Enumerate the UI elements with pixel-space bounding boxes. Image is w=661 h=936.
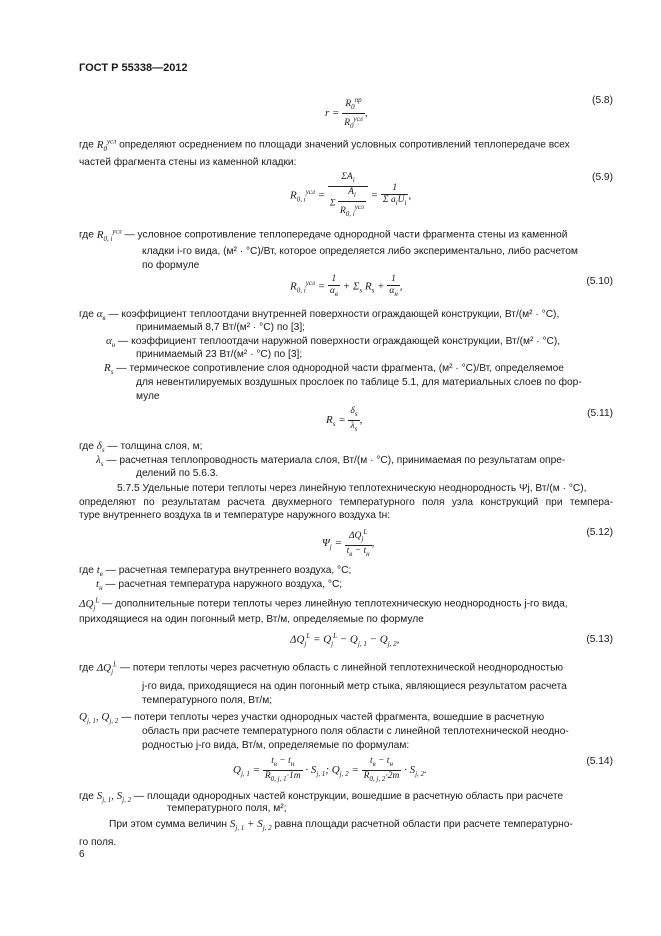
- eq-number-5-9: (5.9): [592, 172, 613, 183]
- section-5-7-5-line: 5.7.5 Удельные потери теплоты через линейную теплотехническую неоднородность Ψj, Вт/(м · °С),: [117, 483, 587, 494]
- lambda-cont: делений по 5.6.3.: [136, 468, 219, 479]
- section-5-7-5-line: туре внутреннего воздуха tв и температуре наружного воздуха tн:: [79, 510, 391, 522]
- paragraph-tn: $t_н$ — расчетная температура наружного воздуха, °С;: [96, 578, 343, 593]
- paragraph-sum: [79, 818, 613, 849]
- eq-number-5-11: (5.11): [587, 408, 613, 419]
- sum-line-end: го поля.: [79, 836, 117, 848]
- eq-number-5-8: (5.8): [592, 95, 613, 106]
- page-number: 6: [79, 849, 85, 860]
- paragraph-r0i: где $R_{0, i}^{усл}$ — условное сопротивление теплопередаче однородной части фрагмента стены из каменной: [79, 227, 568, 243]
- paragraph-qj12-cont: область при расчете температурного поля области с линейной теплотехнической неодно- родностью j-го вида, Вт/м, определяемые по формулам:: [142, 726, 569, 751]
- formula-5-12: $\Psi_j$ = $\frac{\Delta Q_j^L}{t_в - t_н}$ ,: [322, 528, 375, 558]
- formula-5-14: $Q_{j, 1}$ = $\frac{t_в - t_н}{R_{0, j, 1}\cdot 1m}$ · $S_{j, 1}$; $Q_{j, 2}$ = $\frac{t_в - t_н}{R_{0, j, 2}\cdot 2m}$ · $S_{j, 2}$.: [233, 756, 427, 783]
- paragraph-rs-cont: для невентилируемых воздушных прослоек по таблице 5.1, для материальных слоев по фор- муле: [136, 377, 582, 402]
- paragraph-qjl-cont: j-го вида, приходящиеся на один погонный метр стыка, являющиеся результатом расчета температурного поля, Вт/м;: [142, 681, 567, 706]
- paragraph-delta: где $\delta_s$ — толщина слоя, м;: [79, 440, 203, 455]
- paragraph-alpha-n: $\alpha_н$ — коэффициент теплоотдачи наружной поверхности ограждающей конструкции, Вт/(м² · °С),: [106, 335, 561, 350]
- formula-5-13: $\Delta Q_j^L = Q_j^L - Q_{j, 1} - Q_{j, 2}$,: [290, 632, 400, 648]
- formula-5-11: $R_s$ = $\frac{\delta_s}{\lambda_s}$ ,: [326, 406, 363, 433]
- formula-5-10: $R_{0, i}^{усл}$ = $\frac{1}{\alpha_в}$ + $\Sigma_s$ $R_s$ + $\frac{1}{\alpha_н}$ ,: [290, 274, 403, 298]
- paragraph-dqj: $\Delta Q_j^L$ — дополнительные потери теплоты через линейную теплотехническую неоднородность j-го вида,: [79, 596, 568, 612]
- paragraph-r0i-cont: кладки i-го вида, (м² · °С)/Вт, которое определяется либо экспериментально, либо расчетом по формуле: [142, 246, 578, 271]
- paragraph-alpha-v: где $\alpha_в$ — коэффициент теплоотдачи внутренней поверхности ограждающей конструкции, Вт/(м² · °С),: [79, 308, 560, 323]
- paragraph-qj12: $Q_{j, 1}$, $Q_{j, 2}$ — потери теплоты через участки однородных частей фрагмента, вошедшие в расчетную: [79, 711, 545, 726]
- sj-cont: температурного поля, м²;: [167, 803, 287, 814]
- eq-number-5-13: (5.13): [586, 634, 613, 645]
- page-header: ГОСТ Р 55338—2012: [79, 62, 188, 74]
- dqj-cont: приходящиеся на один погонный метр, Вт/м, определяемые по формуле: [79, 614, 424, 625]
- paragraph-lambda: $\lambda_s$ — расчетная теплопроводность материала слоя, Вт/(м · °С), принимаемая по результатам опре-: [96, 454, 566, 469]
- section-5-7-5-line: определяют по результатам расчета двухмерного температурного поля узла конструкций при темпера-: [79, 496, 613, 508]
- paragraph-r0: где $R_0^{усл}$ определяют осреднением по площади значений условных сопротивлений теплопередаче всех частей фрагмента стены из каменной кладки:: [79, 137, 570, 169]
- paragraph-rs: $R_s$ — термическое сопротивление слоя однородной части фрагмента, (м² · °С)/Вт, определяемое: [104, 362, 564, 377]
- paragraph-5-7-5: [79, 482, 613, 523]
- eq-number-5-12: (5.12): [586, 527, 613, 538]
- formula-5-9: $R_{0, i}^{усл}$ = $\Sigma A_i$ Σ $\frac{A_i}{R_{0, i}^{усл}}$ = $\frac{1}{\Sigma a_iU_i}$ ,: [290, 172, 412, 218]
- sum-line: При этом сумма величин $S_{j, 1} + S_{j, 2}$ равна площади расчетной области при расчете температурно-: [109, 818, 573, 833]
- paragraph-sj: где $S_{j, 1}$, $S_{j, 2}$ — площади однородных частей конструкции, вошедшие в расчетную область при расчете: [79, 790, 564, 805]
- alpha-v-value: принимаемый 8,7 Вт/(м² · °С) по [3];: [136, 322, 305, 333]
- eq-number-5-14: (5.14): [586, 756, 613, 767]
- alpha-n-value: принимаемый 23 Вт/(м² · °С) по [3];: [136, 349, 303, 360]
- paragraph-qjl: где $\Delta Q_j^L$ — потери теплоты через расчетную область с линейной теплотехнической неоднородностью: [79, 660, 564, 676]
- paragraph-tv: где $t_в$ — расчетная температура внутреннего воздуха, °С;: [79, 564, 352, 579]
- eq-number-5-10: (5.10): [586, 276, 613, 287]
- formula-5-8: r = $\frac{R_0^{пр}}{R_0^{усл}}$ ,: [325, 96, 368, 131]
